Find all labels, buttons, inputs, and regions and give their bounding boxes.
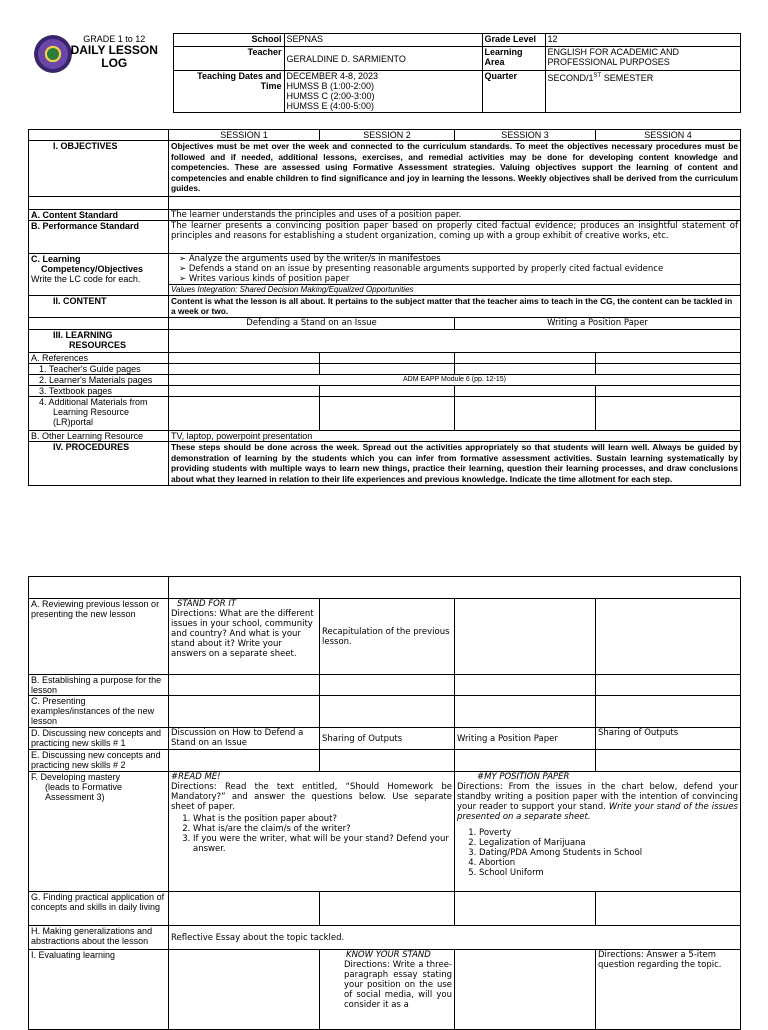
- step-a-session2: Recapitulation of the previous lesson.: [320, 599, 455, 675]
- competencies-label-line: Competency/Objectives: [41, 264, 144, 274]
- lm-label: 2. Learner's Materials pages: [29, 375, 169, 386]
- my-position-paper-italic: Write your stand of the issues presented on a separate sheet.: [457, 802, 738, 822]
- session-header: SESSION 4: [596, 130, 741, 141]
- teacher-label: Teacher: [173, 47, 284, 71]
- issue-item: 3. Dating/PDA Among Students in School: [479, 848, 738, 858]
- dates-line: HUMSS B (1:00-2:00): [286, 81, 375, 91]
- quarter-label: Quarter: [482, 71, 545, 113]
- dll-title-line2: LOG: [101, 55, 128, 70]
- step-h-value: Reflective Essay about the topic tackled.: [169, 926, 741, 950]
- blank-cell: [29, 577, 169, 599]
- blank-cell: [169, 577, 741, 599]
- stand-for-it-title: STAND FOR IT: [177, 599, 237, 609]
- blank-cell: [320, 397, 455, 431]
- learning-area-label: Learning Area: [482, 47, 545, 71]
- blank-cell: [455, 950, 596, 1030]
- am-label-line: (LR)portal: [53, 417, 94, 427]
- my-position-paper-text: [457, 782, 738, 822]
- blank-cell: [169, 397, 320, 431]
- step-i-session4: Directions: Answer a 5-item question regarding the topic.: [596, 950, 741, 1030]
- content-standard-label: A. Content Standard: [29, 210, 169, 221]
- resources-label: [29, 330, 169, 353]
- blank-cell: [596, 353, 741, 364]
- topic-2: Writing a Position Paper: [455, 318, 741, 330]
- blank-cell: [320, 353, 455, 364]
- step-d-session4: Sharing of Outputs: [596, 728, 741, 750]
- blank-cell: [169, 330, 741, 353]
- my-position-paper-directions: Directions: From the issues in the chart below, defend your standby writing a position paper with the intention of convincing your reader to support your stand.: [457, 782, 738, 812]
- issue-item: 4. Abortion: [479, 858, 738, 868]
- school-value: SEPNAS: [284, 34, 482, 47]
- issue-item: 5. School Uniform: [479, 868, 738, 878]
- step-i-session2: [320, 950, 455, 1030]
- dll-title-line1: DAILY LESSON: [70, 42, 158, 57]
- blank-cell: [169, 892, 320, 926]
- competencies-label: [29, 254, 169, 296]
- other-resource-label: B. Other Learning Resource: [29, 431, 169, 442]
- tb-label: 3. Textbook pages: [29, 386, 169, 397]
- grade-range: GRADE 1 to 12: [83, 33, 146, 44]
- procedures-table: [28, 576, 741, 1030]
- competencies-list: [169, 254, 741, 285]
- references-label: A. References: [29, 353, 169, 364]
- blank-cell: [169, 364, 320, 375]
- competencies-label-line: C. Learning: [31, 254, 81, 264]
- blank-cell: [455, 386, 596, 397]
- blank-cell: [169, 675, 320, 696]
- blank-cell: [320, 386, 455, 397]
- step-d-session3: Writing a Position Paper: [455, 728, 596, 750]
- grade-level-value: 12: [545, 34, 740, 47]
- lesson-table: [28, 129, 741, 486]
- blank-cell: [596, 364, 741, 375]
- issue-item: 2. Legalization of Marijuana: [479, 838, 738, 848]
- teacher-value: GERALDINE D. SARMIENTO: [284, 47, 482, 71]
- know-your-stand-text: Directions: Write a three-paragraph essay stating your position on the use of social media, will you consider it as a: [344, 960, 452, 1010]
- blank-cell: [320, 892, 455, 926]
- step-b-label: B. Establishing a purpose for the lesson: [29, 675, 169, 696]
- blank-cell: [29, 318, 169, 330]
- resources-label-line: III. LEARNING: [53, 330, 113, 340]
- quarter-value: [545, 71, 740, 113]
- blank-cell: [596, 386, 741, 397]
- blank-cell: [29, 197, 169, 210]
- step-f-label-line: F. Developing mastery: [31, 772, 121, 782]
- am-label-line: Learning Resource: [53, 407, 130, 417]
- blank-cell: [596, 696, 741, 728]
- step-d-session1: Discussion on How to Defend a Stand on an Issue: [169, 728, 320, 750]
- step-f-session12: [169, 772, 455, 892]
- blank-cell: [455, 696, 596, 728]
- blank-cell: [169, 950, 320, 1030]
- step-f-label-line: Assessment 3): [45, 792, 105, 802]
- procedures-label: IV. PROCEDURES: [29, 442, 169, 486]
- blank-cell: [596, 397, 741, 431]
- issue-item: 1. Poverty: [479, 828, 738, 838]
- blank-cell: [169, 696, 320, 728]
- blank-cell: [596, 750, 741, 772]
- read-me-text: Directions: Read the text entitled, “Should Homework be Mandatory?” and answer the questions below. Use separate sheet of paper.: [171, 782, 452, 812]
- step-i-label: I. Evaluating learning: [29, 950, 169, 1030]
- step-h-label: H. Making generalizations and abstractions about the lesson: [29, 926, 169, 950]
- blank-cell: [455, 675, 596, 696]
- blank-cell: [455, 892, 596, 926]
- read-me-question: 1. What is the position paper about?: [193, 814, 452, 824]
- grade-level-label: Grade Level: [482, 34, 545, 47]
- competency-item: ➢ Writes various kinds of position paper: [179, 274, 738, 284]
- performance-standard-text: The learner presents a convincing position paper based on properly cited factual evidence; produces an insightful statement of principles and reasons for establishing a student organization, coming up with a group exhibit of creative works, etc.: [169, 221, 741, 254]
- blank-cell: [596, 892, 741, 926]
- topic-1: Defending a Stand on an Issue: [169, 318, 455, 330]
- read-me-title: #READ ME!: [171, 772, 221, 782]
- know-your-stand-title: KNOW YOUR STAND: [346, 950, 431, 960]
- blank-cell: [320, 675, 455, 696]
- quarter-main: SECOND/1: [547, 73, 594, 83]
- step-a-label: A. Reviewing previous lesson or presenting the new lesson: [29, 599, 169, 675]
- step-c-label: C. Presenting examples/instances of the new lesson: [29, 696, 169, 728]
- competency-item: ➢ Analyze the arguments used by the writer/s in manifestoes: [179, 254, 738, 264]
- step-d-session2: Sharing of Outputs: [320, 728, 455, 750]
- competencies-label-line: Write the LC code for each.: [31, 274, 141, 284]
- step-f-label-line: (leads to Formative: [45, 782, 123, 792]
- step-e-label: E. Discussing new concepts and practicing new skills # 2: [29, 750, 169, 772]
- read-me-question: 3. If you were the writer, what will be your stand? Defend your answer.: [193, 834, 452, 854]
- objectives-text: Objectives must be met over the week and connected to the curriculum standards. To meet the objectives necessary procedures must be followed and if needed, additional lessons, exercises, and remedial activities may be done for developing content knowledge and competencies. These are assessed using Formative Assessment strategies. Valuing objectives support the learning of content and competencies and enable children to find significance and joy in learning the lessons. Weekly objectives shall be derived from the curriculum guides.: [169, 141, 741, 197]
- blank-cell: [596, 599, 741, 675]
- step-g-label: G. Finding practical application of concepts and skills in daily living: [29, 892, 169, 926]
- resources-label-line: RESOURCES: [69, 340, 127, 350]
- dates-label: Teaching Dates and Time: [173, 71, 284, 113]
- blank-cell: [169, 353, 320, 364]
- quarter-sup: ST: [593, 73, 602, 79]
- blank-cell: [455, 397, 596, 431]
- read-me-question: 2. What is/are the claim/s of the writer?: [193, 824, 452, 834]
- blank-cell: [596, 675, 741, 696]
- blank-cell: [320, 750, 455, 772]
- dates-line: DECEMBER 4-8, 2023: [286, 71, 379, 81]
- content-label: II. CONTENT: [29, 296, 169, 318]
- blank-cell: [320, 696, 455, 728]
- session-header: SESSION 2: [320, 130, 455, 141]
- blank-cell: [169, 386, 320, 397]
- session-header: SESSION 1: [169, 130, 320, 141]
- am-label: [29, 397, 169, 431]
- blank-cell: [455, 353, 596, 364]
- learning-area-value: ENGLISH FOR ACADEMIC AND PROFESSIONAL PURPOSES: [545, 47, 740, 71]
- blank-cell: [320, 364, 455, 375]
- step-d-label: D. Discussing new concepts and practicing new skills # 1: [29, 728, 169, 750]
- blank-cell: [455, 750, 596, 772]
- school-label: School: [173, 34, 284, 47]
- other-resource-value: TV, laptop, powerpoint presentation: [169, 431, 741, 442]
- step-f-label: [29, 772, 169, 892]
- content-text: Content is what the lesson is all about. It pertains to the subject matter that the teacher aims to teach in the CG, the content can be tackled in a week or two.: [169, 296, 741, 318]
- step-a-session1: [169, 599, 320, 675]
- stand-for-it-text: Directions: What are the different issues in your school, community and country? And what is your stand about it? Write your answers on a separate sheet.: [171, 609, 314, 659]
- blank-cell: [455, 599, 596, 675]
- blank-cell: [455, 364, 596, 375]
- session-header: SESSION 3: [455, 130, 596, 141]
- dates-line: HUMSS E (4:00-5:00): [286, 101, 375, 111]
- header-table: [28, 33, 741, 113]
- content-standard-text: The learner understands the principles and uses of a position paper.: [169, 210, 741, 221]
- objectives-label: I. OBJECTIVES: [29, 141, 169, 197]
- performance-standard-label: B. Performance Standard: [29, 221, 169, 254]
- procedures-text: These steps should be done across the week. Spread out the activities appropriately so that students will learn well. Always be guided by demonstration of learning by the students which you can infer from formative assessment activities. Sustain learning systematically by providing students with multiple ways to learn new things, practice their learning, question their learning processes, and draw conclusions about what they learned in relation to their life experiences and previous knowledge. Indicate the time allotment for each step.: [169, 442, 741, 486]
- tg-label: 1. Teacher's Guide pages: [29, 364, 169, 375]
- blank-cell: [29, 130, 169, 141]
- competency-item: ➢ Defends a stand on an issue by presenting reasonable arguments supported by properly cited factual evidence: [179, 264, 738, 274]
- my-position-paper-title: #MY POSITION PAPER: [477, 772, 570, 782]
- dates-value: [284, 71, 482, 113]
- blank-cell: [169, 750, 320, 772]
- lm-value: ADM EAPP Module 6 (pp. 12-15): [169, 375, 741, 386]
- dll-title-cell: [28, 34, 173, 113]
- dates-line: HUMSS C (2:00-3:00): [286, 91, 375, 101]
- step-f-session34: [455, 772, 741, 892]
- am-label-line: 4. Additional Materials from: [39, 397, 148, 407]
- quarter-rest: SEMESTER: [601, 73, 654, 83]
- values-integration: Values Integration: Shared Decision Making/Equalized Opportunities: [169, 285, 741, 296]
- blank-cell: [169, 197, 741, 210]
